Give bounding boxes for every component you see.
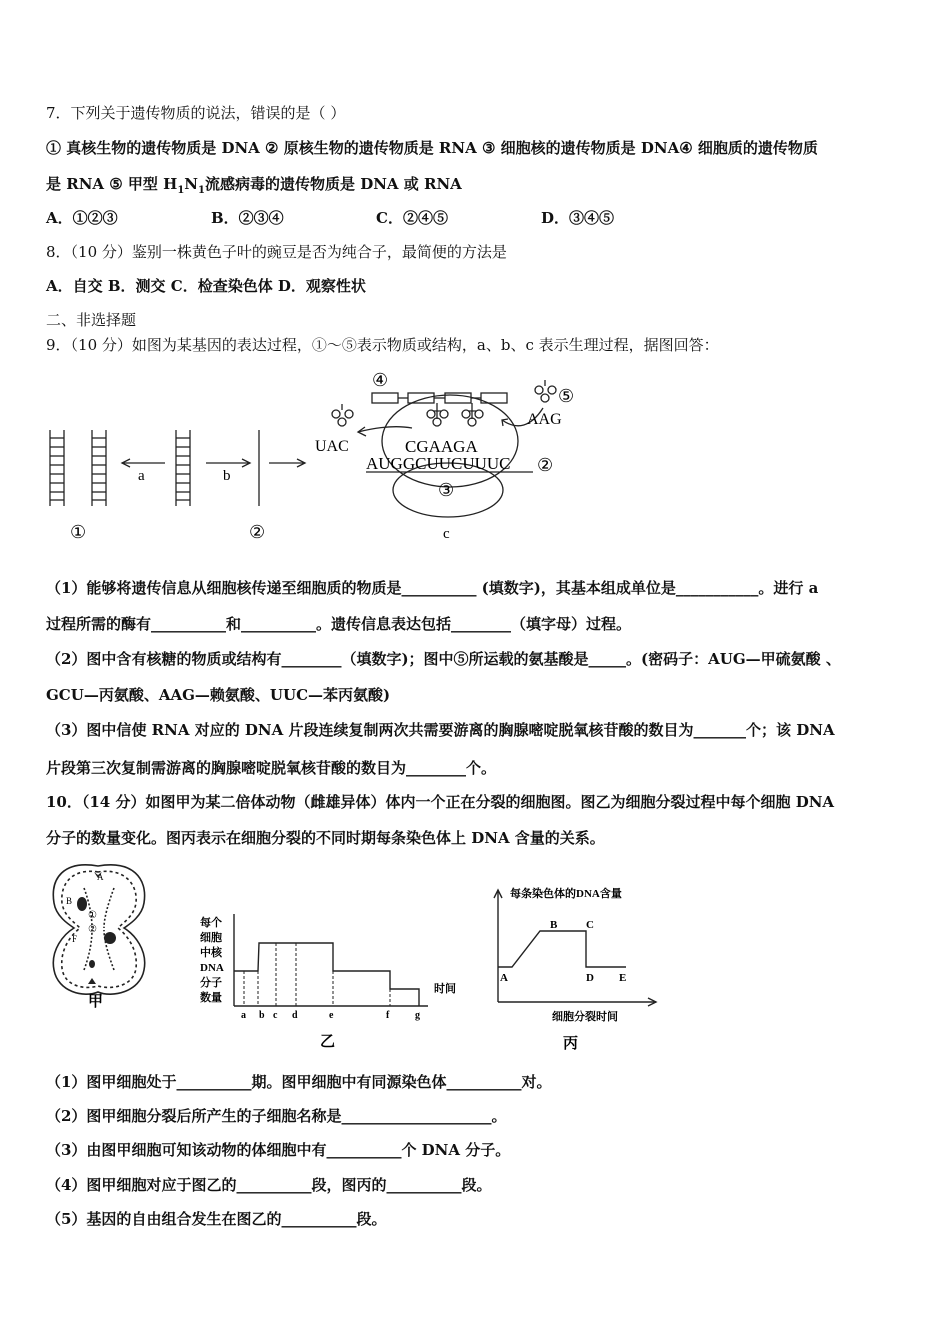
yi-xlabel: 时间 — [434, 983, 456, 995]
q7-line2-a: 是 RNA ⑤ 甲型 H — [46, 175, 178, 193]
fig-jia — [44, 858, 154, 1008]
q8-stem: 8．（10 分）鉴别一株黄色子叶的豌豆是否为纯合子，最简便的方法是 — [46, 243, 507, 261]
mark-2-mrna: ② — [537, 455, 554, 475]
jia-a: A — [97, 872, 104, 882]
anticodon-aag: AAG — [527, 411, 562, 428]
yi-tick-a: a — [241, 1010, 246, 1021]
yi-ylabel-3: DNA — [200, 962, 224, 974]
mark-2-dna: ② — [249, 522, 266, 542]
trna-anticodons: CGAAGA — [405, 437, 478, 456]
yi-caption: 乙 — [320, 1034, 336, 1050]
yi-ylabel-2: 中核 — [200, 947, 222, 959]
q8-options: A．自交 B．测交 C．检查染色体 D．观察性状 — [46, 277, 366, 295]
mark-3: ③ — [438, 480, 455, 500]
yi-tick-g: g — [415, 1010, 420, 1021]
yi-ylabel-4: 分子 — [200, 977, 222, 989]
bing-caption: 丙 — [563, 1036, 579, 1052]
yi-ylabel-0: 每个 — [200, 917, 222, 929]
jia-b: B — [66, 896, 73, 906]
q10-a5: （5）基因的自由组合发生在图乙的__________段。 — [46, 1210, 387, 1228]
jia-f: F — [72, 934, 78, 944]
q9-p3b: 片段第三次复制需游离的胸腺嘧啶脱氧核苷酸的数目为________个。 — [46, 759, 497, 777]
q7-line2 — [46, 174, 462, 201]
q7-option-b: B．②③④ — [211, 209, 284, 227]
jia-1: ① — [88, 910, 97, 921]
mrna-sequence: AUGGCUUCUUUC — [366, 454, 511, 473]
anticodon-uac: UAC — [315, 438, 349, 455]
section-heading: 二、非选择题 — [46, 311, 137, 329]
jia-caption: 甲 — [88, 994, 104, 1008]
bing-point-c: C — [586, 919, 594, 931]
mark-1: ① — [70, 522, 87, 542]
q9-p2b: GCU—丙氨酸、AAG—赖氨酸、UUC—苯丙氨酸) — [46, 686, 391, 704]
yi-tick-b: b — [259, 1010, 265, 1021]
q9-p1b: 过程所需的酶有__________和__________。遗传信息表达包括________（填字母）过程。 — [46, 615, 632, 633]
label-c: c — [443, 526, 450, 542]
mark-4: ④ — [372, 370, 389, 390]
yi-tick-f: f — [386, 1010, 390, 1021]
q9-figure — [40, 366, 600, 546]
q7-option-d: D．③④⑤ — [541, 209, 615, 227]
yi-ylabel-1: 细胞 — [200, 932, 222, 944]
bing-point-a: A — [500, 972, 508, 984]
q10-a1: （1）图甲细胞处于__________期。图甲细胞中有同源染色体__________对。 — [46, 1073, 552, 1091]
q10-a3: （3）由图甲细胞可知该动物的体细胞中有__________个 DNA 分子。 — [46, 1141, 511, 1159]
fig-bing — [490, 880, 665, 1052]
q7-sub2: 1 — [198, 185, 205, 196]
q7-option-a: A．①②③ — [46, 209, 118, 227]
yi-tick-c: c — [273, 1010, 278, 1021]
q9-p3a: （3）图中信使 RNA 对应的 DNA 片段连续复制两次共需要游离的胸腺嘧啶脱氧核苷酸的数目为_______个；该 DNA — [46, 721, 835, 739]
label-b: b — [223, 468, 231, 484]
q7-options — [46, 208, 614, 228]
bing-point-b: B — [550, 919, 558, 931]
bing-point-e: E — [619, 972, 627, 984]
mark-5: ⑤ — [558, 386, 575, 406]
q9-p1a: （1）能够将遗传信息从细胞核传递至细胞质的物质是__________ (填数字)，其基本组成单位是___________。进行 a — [46, 579, 819, 597]
q9-stem: 9．（10 分）如图为某基因的表达过程，①～⑤表示物质或结构，a、b、c 表示生理过程，据图回答： — [46, 336, 719, 354]
fig-yi — [196, 904, 471, 1054]
q7-sub1: 1 — [177, 185, 185, 196]
q7-option-c: C．②④⑤ — [376, 209, 448, 227]
q7-line1: ① 真核生物的遗传物质是 DNA ② 原核生物的遗传物质是 RNA ③ 细胞核的遗传物质是 DNA④ 细胞质的遗传物质 — [46, 139, 818, 157]
q10-stem2: 分子的数量变化。图丙表示在细胞分裂的不同时期每条染色体上 DNA 含量的关系。 — [46, 829, 605, 847]
bing-title: 每条染色体的DNA含量 — [510, 888, 622, 900]
yi-tick-d: d — [292, 1010, 298, 1021]
q7-line2-b: 流感病毒的遗传物质是 DNA 或 RNA — [204, 175, 462, 193]
q10-a2: （2）图甲细胞分裂后所产生的子细胞名称是____________________。 — [46, 1107, 507, 1125]
jia-2: ② — [88, 924, 97, 935]
label-a: a — [138, 468, 145, 484]
yi-tick-e: e — [329, 1010, 334, 1021]
q7-stem: 7．下列关于遗传物质的说法，错误的是（ ） — [46, 104, 346, 122]
bing-xlabel: 细胞分裂时间 — [552, 1011, 618, 1023]
q10-a4: （4）图甲细胞对应于图乙的__________段，图丙的__________段。 — [46, 1176, 492, 1194]
bing-point-d: D — [586, 972, 594, 984]
q7-n: N — [184, 175, 199, 193]
q9-p2a: （2）图中含有核糖的物质或结构有________（填数字)；图中⑤所运载的氨基酸是_____。(密码子：AUG—甲硫氨酸 、 — [46, 650, 841, 668]
q10-stem1: 10．（14 分）如图甲为某二倍体动物（雌雄异体）体内一个正在分裂的细胞图。图乙为细胞分裂过程中每个细胞 DNA — [46, 793, 835, 811]
yi-ylabel-5: 数量 — [200, 992, 222, 1004]
